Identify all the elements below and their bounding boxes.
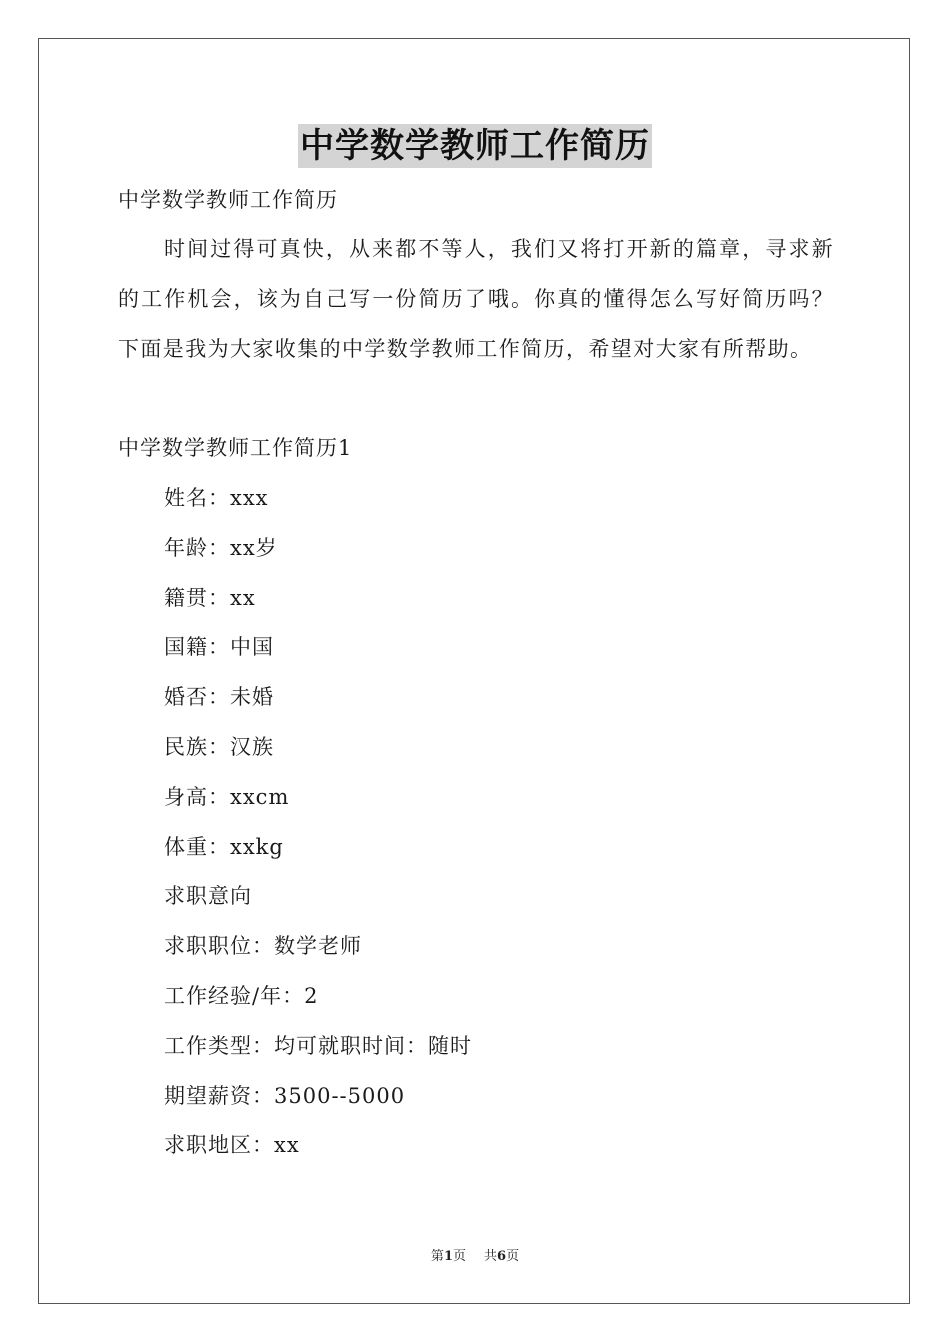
document-subtitle: 中学数学教师工作简历 bbox=[118, 188, 338, 212]
field-native-place: 籍贯：xx bbox=[164, 586, 256, 610]
field-age: 年龄：xx岁 bbox=[164, 536, 278, 560]
field-weight: 体重：xxkg bbox=[164, 835, 284, 859]
field-desired-position: 求职职位：数学老师 bbox=[164, 934, 362, 958]
footer-page-current: 1 bbox=[443, 1249, 453, 1264]
field-work-experience: 工作经验/年：2 bbox=[164, 984, 319, 1008]
field-name: 姓名：xxx bbox=[164, 486, 269, 510]
field-height: 身高：xxcm bbox=[164, 785, 290, 809]
document-title: 中学数学教师工作简历 bbox=[300, 126, 650, 166]
field-expected-salary: 期望薪资：3500--5000 bbox=[164, 1084, 406, 1108]
footer-total-suffix: 页 bbox=[506, 1249, 520, 1264]
job-intention-heading: 求职意向 bbox=[164, 884, 252, 908]
page-footer bbox=[0, 1248, 950, 1266]
footer-page-prefix: 第 bbox=[430, 1249, 444, 1264]
section-heading: 中学数学教师工作简历1 bbox=[118, 436, 353, 460]
footer-page-total: 6 bbox=[497, 1249, 507, 1264]
field-ethnicity: 民族：汉族 bbox=[164, 735, 274, 759]
footer-page-suffix: 页 bbox=[452, 1249, 466, 1264]
title-container bbox=[0, 124, 950, 168]
field-nationality: 国籍：中国 bbox=[164, 635, 274, 659]
field-job-type: 工作类型：均可就职时间：随时 bbox=[164, 1034, 472, 1058]
footer-total-prefix: 共 bbox=[484, 1249, 498, 1264]
field-marital-status: 婚否：未婚 bbox=[164, 685, 274, 709]
intro-paragraph: 时间过得可真快，从来都不等人，我们又将打开新的篇章，寻求新的工作机会，该为自己写一份简历了哦。你真的懂得怎么写好简历吗？下面是我为大家收集的中学数学教师工作简历，希望对大家有所帮助。 bbox=[118, 237, 834, 361]
field-desired-location: 求职地区：xx bbox=[164, 1133, 300, 1157]
